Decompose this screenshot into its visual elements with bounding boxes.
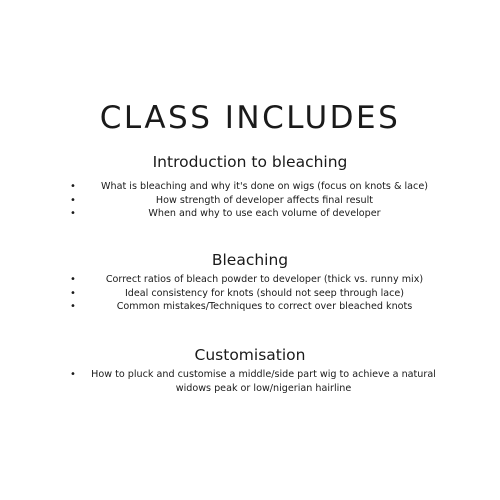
list-item-text: Ideal consistency for knots (should not seep through lace) xyxy=(124,287,405,299)
list-item xyxy=(70,194,445,208)
section-list-introduction xyxy=(70,180,445,221)
section-list-customisation xyxy=(70,368,445,395)
bullet-icon: • xyxy=(70,301,76,313)
bullet-icon: • xyxy=(70,369,76,380)
bullet-icon: • xyxy=(70,208,76,220)
section-list-bleaching xyxy=(70,273,445,314)
list-item xyxy=(70,273,445,287)
page-title: CLASS INCLUDES xyxy=(99,100,401,136)
section-heading-introduction: Introduction to bleaching xyxy=(152,153,348,171)
list-item xyxy=(70,368,445,395)
section-heading-customisation: Customisation xyxy=(194,346,306,364)
list-item xyxy=(70,180,445,194)
list-item xyxy=(70,207,445,221)
bullet-icon: • xyxy=(70,287,76,299)
bullet-icon: • xyxy=(70,181,76,192)
list-item xyxy=(70,300,445,314)
list-item-text: Correct ratios of bleach powder to developer (thick vs. runny mix) xyxy=(105,274,424,285)
section-heading-bleaching: Bleaching xyxy=(211,251,289,269)
bullet-icon: • xyxy=(70,274,76,285)
list-item-text: How to pluck and customise a middle/side part wig to achieve a natural widows peak or low/nigerian hairline xyxy=(91,369,436,394)
list-item-text: When and why to use each volume of developer xyxy=(148,208,381,220)
list-item-text: What is bleaching and why it's done on wigs (focus on knots & lace) xyxy=(101,181,428,192)
bullet-icon: • xyxy=(70,194,76,206)
list-item-text: How strength of developer affects final result xyxy=(155,194,374,206)
list-item-text: Common mistakes/Techniques to correct over bleached knots xyxy=(116,301,413,313)
list-item xyxy=(70,287,445,301)
